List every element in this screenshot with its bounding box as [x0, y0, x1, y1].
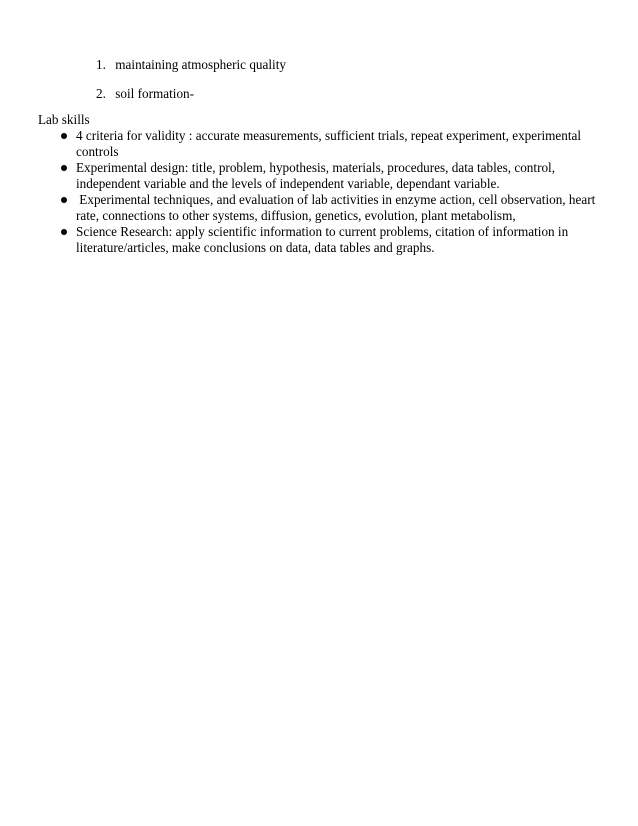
item-text: soil formation-	[115, 86, 195, 101]
numbered-item	[96, 57, 286, 73]
bullet-text: Science Research: apply scientific information to current problems, citation of information in literature/articles, make conclusions on data, data tables and graphs.	[76, 224, 569, 255]
item-text: maintaining atmospheric quality	[115, 57, 286, 72]
bullet-icon	[61, 197, 67, 203]
section-heading-lab-skills: Lab skills	[38, 112, 90, 127]
bullet-text: Experimental design: title, problem, hypothesis, materials, procedures, data tables, control, independent variable and the levels of independent variable, dependant variable.	[76, 160, 556, 191]
bullet-item	[76, 224, 606, 256]
item-number: 2.	[96, 86, 106, 101]
bullet-icon	[61, 165, 67, 171]
bullet-text: 4 criteria for validity : accurate measurements, sufficient trials, repeat experiment, experimental controls	[76, 128, 582, 159]
bullet-item	[76, 192, 606, 224]
bullet-icon	[61, 229, 67, 235]
bullet-list	[76, 128, 606, 256]
item-number: 1.	[96, 57, 106, 72]
bullet-item	[76, 128, 606, 160]
bullet-item	[76, 160, 606, 192]
bullet-icon	[61, 133, 67, 139]
numbered-item	[96, 86, 194, 102]
bullet-text: Experimental techniques, and evaluation of lab activities in enzyme action, cell observation, heart rate, connections to other systems, diffusion, genetics, evolution, plant metabolism,	[76, 192, 599, 223]
